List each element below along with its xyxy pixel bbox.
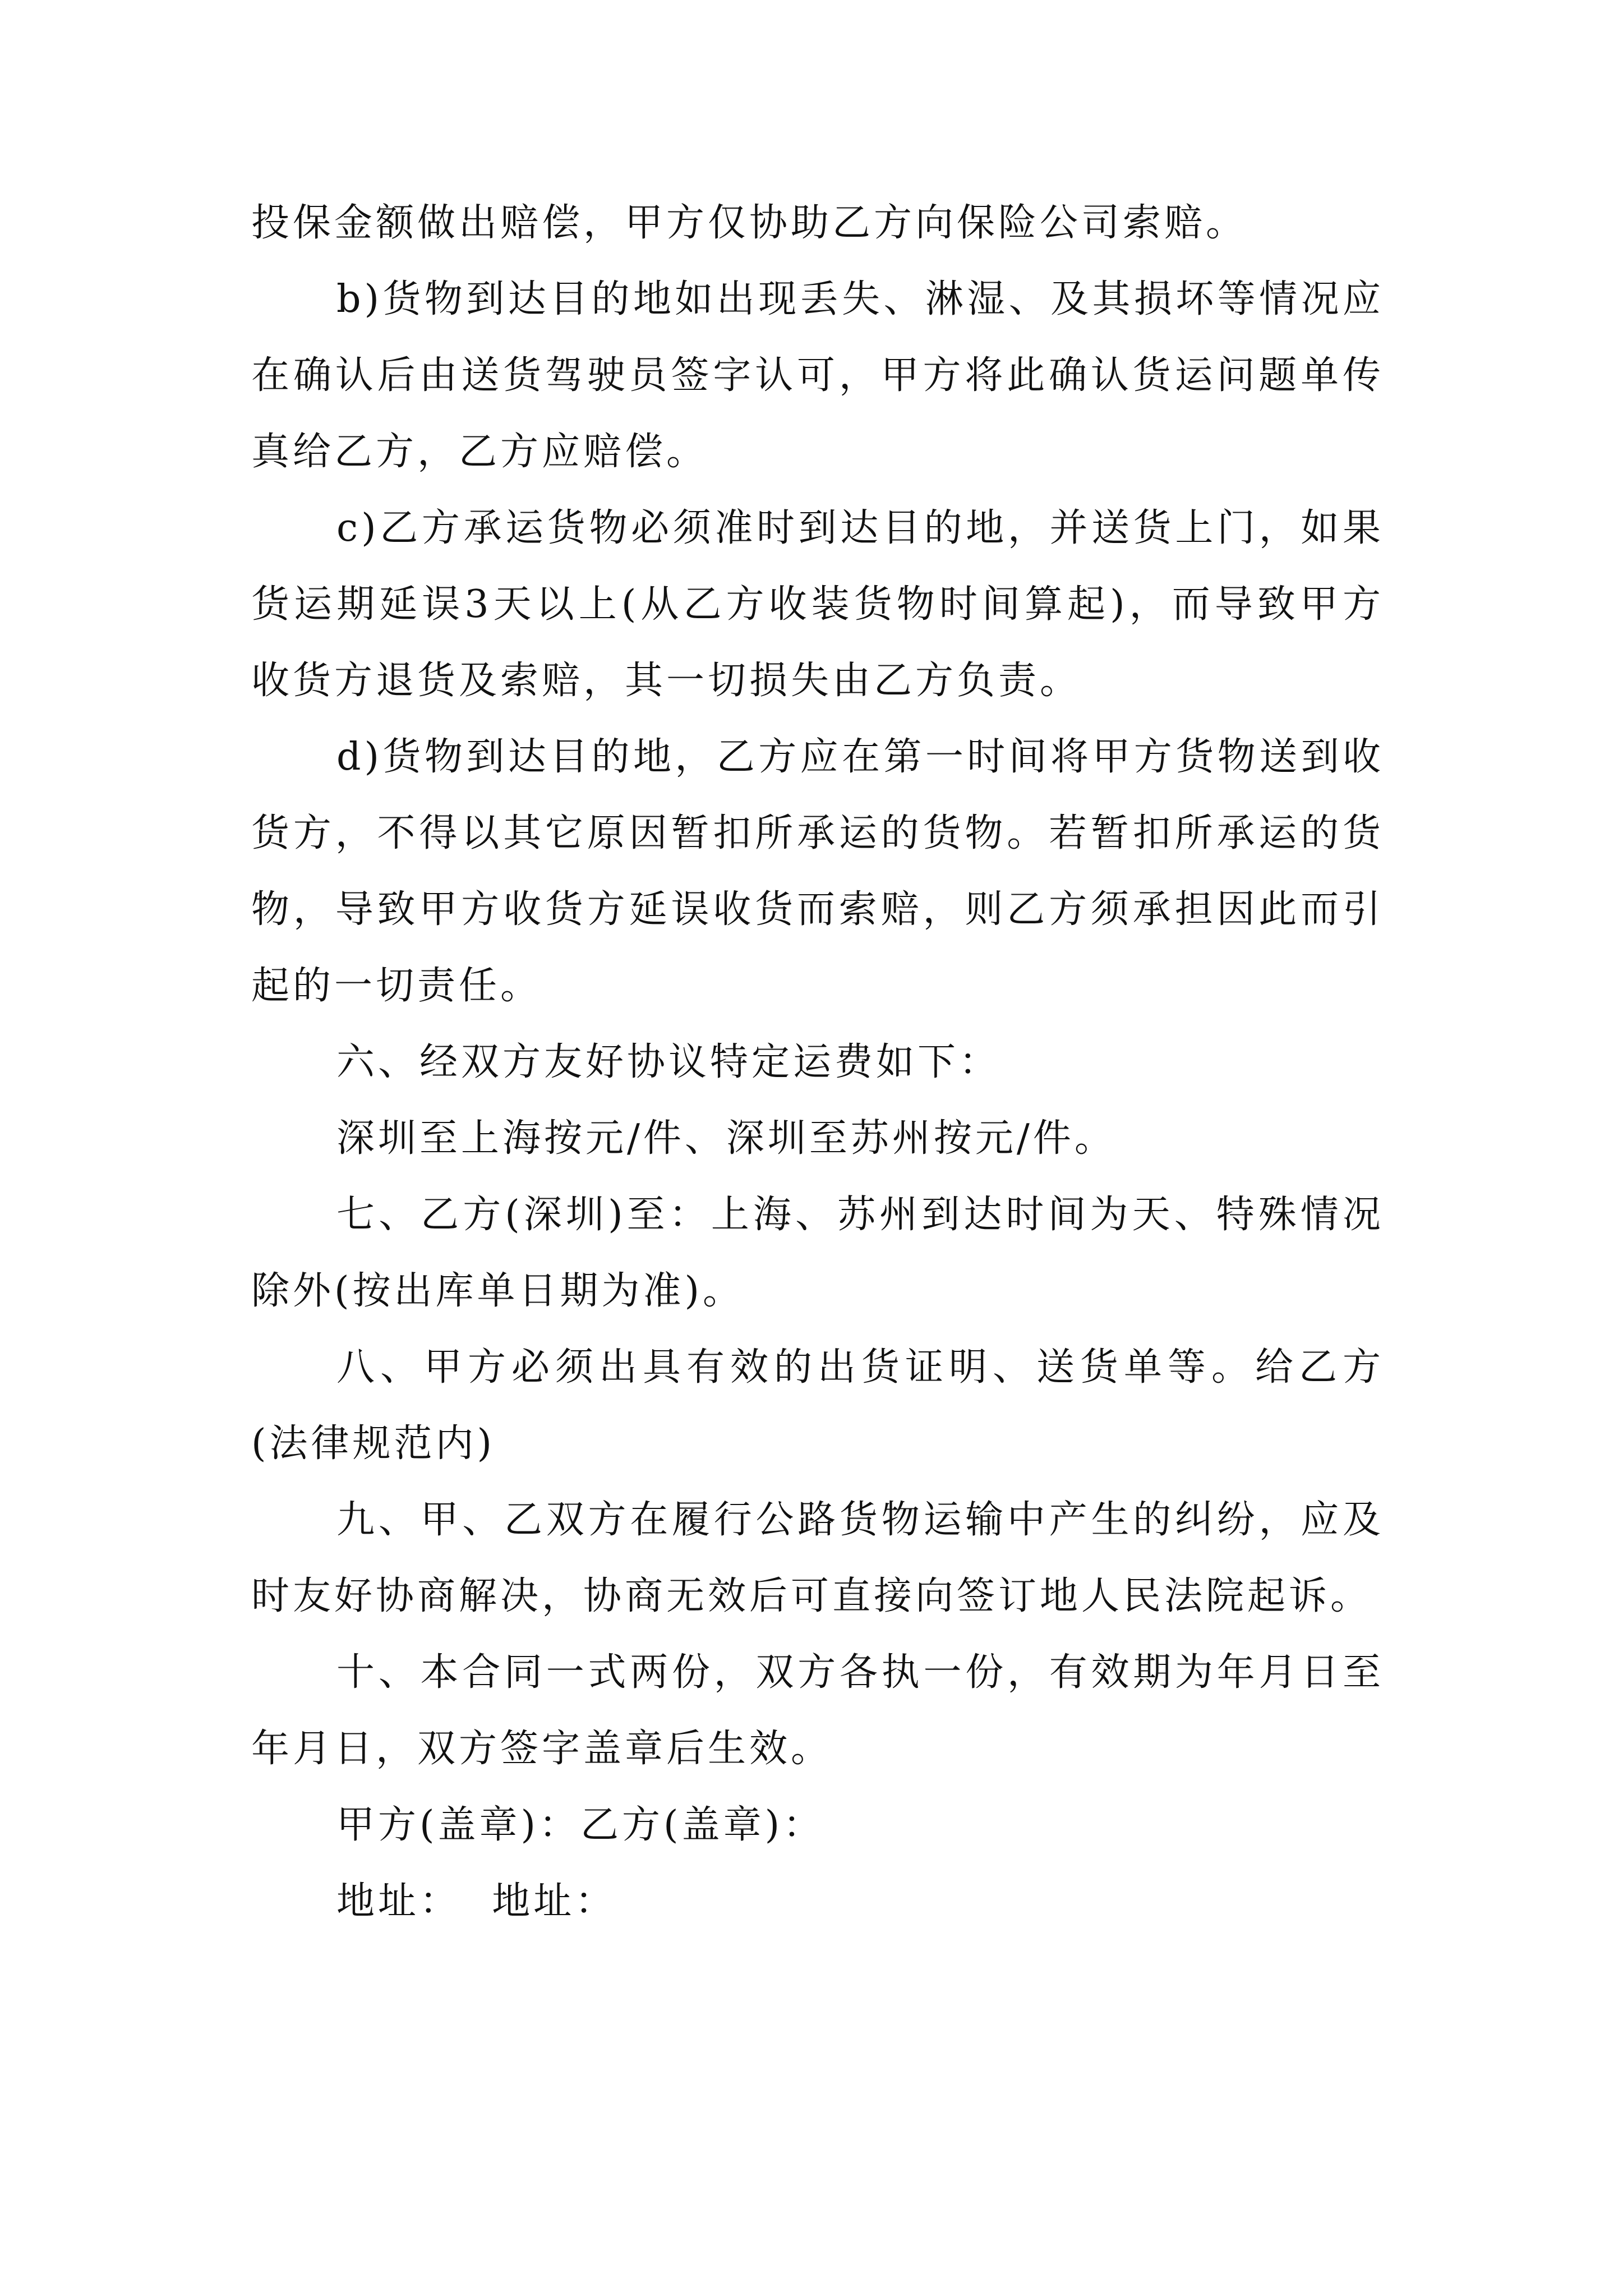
document-page <box>251 185 1384 1940</box>
paragraph-article-6: 六、经双方友好协议特定运费如下： <box>336 1040 1001 1084</box>
paragraph-article-8: 八、甲方必须出具有效的出货证明、送货单等。给乙方(法律规范内) <box>251 1345 1384 1466</box>
signature-line: 甲方(盖章)：乙方(盖章)： <box>336 1803 825 1847</box>
paragraph-article-9: 九、甲、乙双方在履行公路货物运输中产生的纠纷，应及时友好协商解决，协商无效后可直接向签订地人民法院起诉。 <box>251 1498 1384 1618</box>
paragraph-clause-b: b)货物到达目的地如出现丢失、淋湿、及其损坏等情况应在确认后由送货驾驶员签字认可，甲方将此确认货运问题单传真给乙方，乙方应赔偿。 <box>251 277 1384 474</box>
paragraph-insurance-claim: 投保金额做出赔偿，甲方仅协助乙方向保险公司索赔。 <box>251 201 1248 245</box>
paragraph-freight-rates: 深圳至上海按元/件、深圳至苏州按元/件。 <box>336 1116 1116 1161</box>
paragraph-article-7: 七、乙方(深圳)至：上海、苏州到达时间为天、特殊情况除外(按出库单日期为准)。 <box>251 1193 1384 1313</box>
paragraph-clause-c: c)乙方承运货物必须准时到达目的地，并送货上门，如果货运期延误3天以上(从乙方收装货物时间算起)，而导致甲方收货方退货及索赔，其一切损失由乙方负责。 <box>251 506 1384 703</box>
paragraph-article-10: 十、本合同一式两份，双方各执一份，有效期为年月日至年月日，双方签字盖章后生效。 <box>251 1650 1384 1771</box>
address-line: 地址： 地址： <box>336 1879 617 1924</box>
paragraph-clause-d: d)货物到达目的地，乙方应在第一时间将甲方货物送到收货方，不得以其它原因暂扣所承运的货物。若暂扣所承运的货物，导致甲方收货方延误收货而索赔，则乙方须承担因此而引起的一切责任。 <box>251 735 1384 1008</box>
